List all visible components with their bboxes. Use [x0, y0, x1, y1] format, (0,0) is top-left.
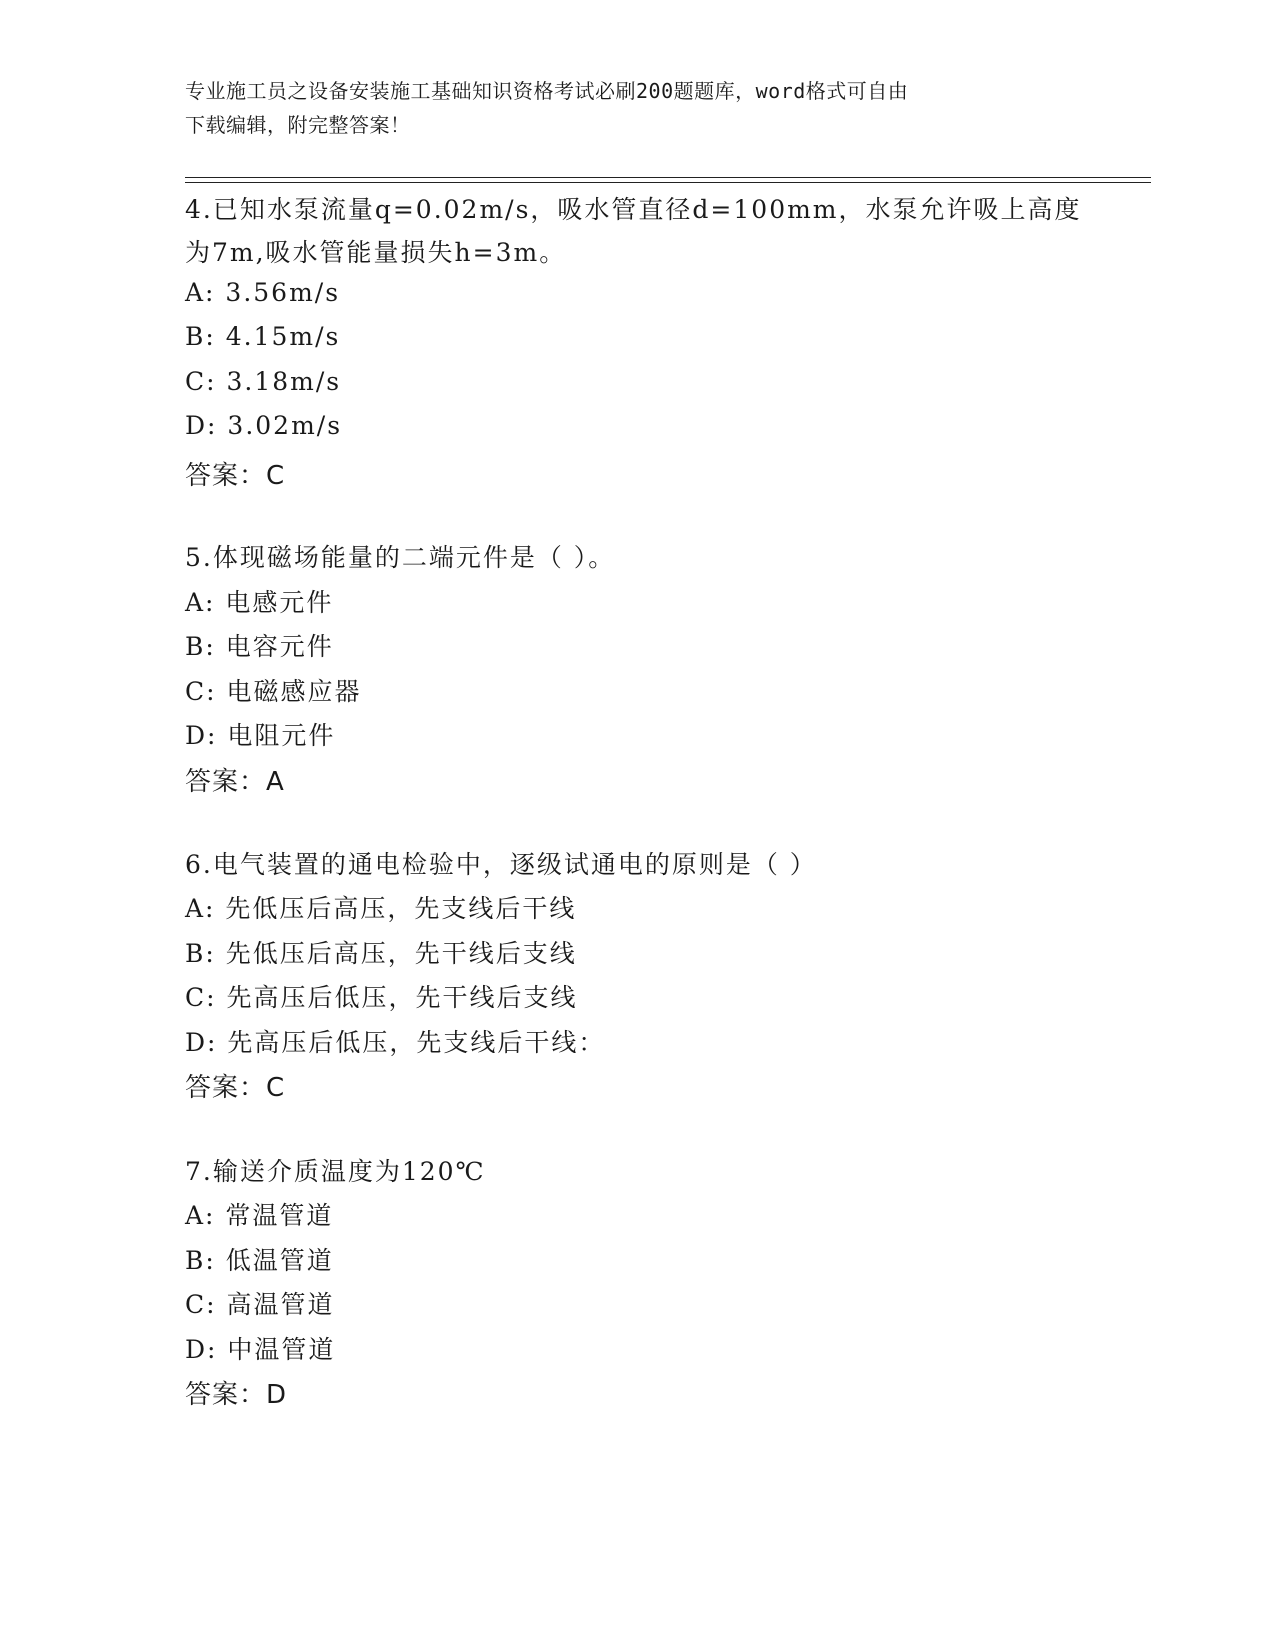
option-c: C: 高温管道: [185, 1290, 335, 1319]
header-divider-bottom: [185, 182, 1151, 183]
option-d: D: 电阻元件: [185, 721, 336, 750]
option-a: A: 电感元件: [185, 588, 334, 617]
question-stem: 6.电气装置的通电检验中，逐级试通电的原则是（ ）: [185, 850, 817, 879]
option-b: B: 低温管道: [185, 1246, 334, 1275]
option-a: A: 3.56m/s: [185, 278, 341, 307]
option-d: D: 先高压后低压，先支线后干线：: [185, 1028, 606, 1057]
option-c: C: 3.18m/s: [185, 367, 342, 396]
option-a: A: 先低压后高压，先支线后干线: [185, 894, 577, 923]
question-stem: 7.输送介质温度为120℃: [185, 1157, 486, 1186]
header-line-1: 专业施工员之设备安装施工基础知识资格考试必刷200题题库，word格式可自由: [185, 79, 909, 103]
option-c: C: 电磁感应器: [185, 677, 362, 706]
question-stem: 4.已知水泵流量q=0.02m/s，吸水管直径d=100mm，水泵允许吸上高度: [185, 195, 1082, 224]
answer: 答案：A: [185, 767, 285, 797]
option-b: B: 电容元件: [185, 632, 334, 661]
option-b: B: 先低压后高压，先干线后支线: [185, 939, 577, 968]
option-d: D: 中温管道: [185, 1335, 336, 1364]
option-d: D: 3.02m/s: [185, 411, 343, 440]
answer: 答案：C: [185, 461, 286, 491]
document-header: [185, 74, 1065, 142]
header-line-2: 下载编辑，附完整答案！: [185, 113, 411, 137]
header-divider-top: [185, 177, 1151, 178]
answer: 答案：C: [185, 1073, 286, 1103]
option-a: A: 常温管道: [185, 1201, 334, 1230]
option-b: B: 4.15m/s: [185, 322, 341, 351]
question-stem-continued: 为7m,吸水管能量损失h=3m。: [185, 238, 567, 267]
answer: 答案：D: [185, 1380, 288, 1410]
option-c: C: 先高压后低压，先干线后支线: [185, 983, 578, 1012]
question-stem: 5.体现磁场能量的二端元件是（ ）。: [185, 543, 616, 572]
